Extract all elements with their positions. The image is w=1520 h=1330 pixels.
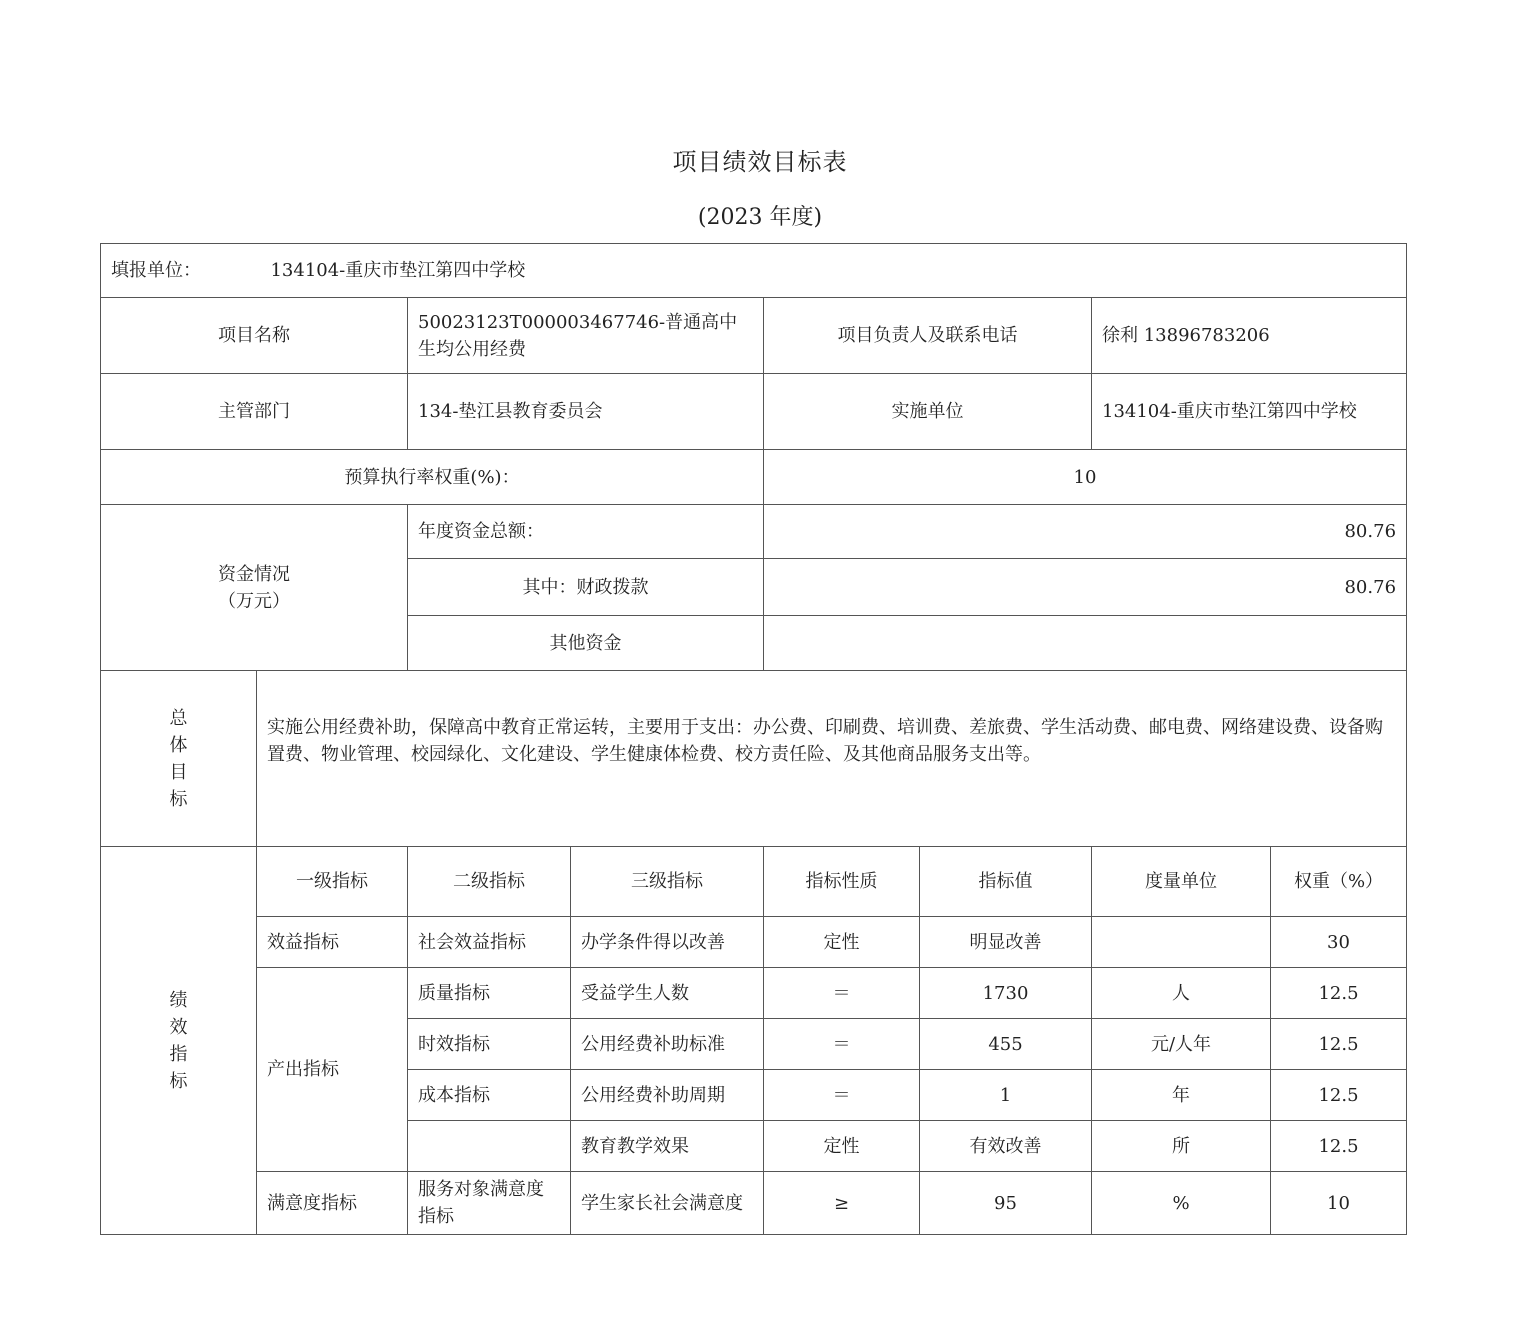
indicators-label-char: 指	[169, 1043, 188, 1065]
funds-fiscal-label: 其中：财政拨款	[408, 559, 764, 616]
unit-cell	[1092, 917, 1271, 968]
level3-cell: 受益学生人数	[571, 968, 764, 1019]
level3-cell: 公用经费补助标准	[571, 1019, 764, 1070]
level3-cell: 办学条件得以改善	[571, 917, 764, 968]
value-cell: 1	[920, 1070, 1092, 1121]
unit-cell: 所	[1092, 1121, 1271, 1172]
indicators-label-char: 绩	[169, 989, 188, 1011]
header-level2: 二级指标	[408, 847, 571, 917]
weight-cell: 10	[1271, 1172, 1407, 1235]
report-unit-row	[101, 244, 1407, 298]
header-nature: 指标性质	[764, 847, 920, 917]
goal-label-char: 标	[169, 788, 188, 810]
goal-label-char: 总	[169, 707, 188, 729]
budget-rate-label: 预算执行率权重(%)：	[101, 450, 764, 505]
funds-other-label: 其他资金	[408, 616, 764, 671]
report-unit-value: 134104-重庆市垫江第四中学校	[270, 260, 526, 281]
level2-cell	[408, 1121, 571, 1172]
level2-cell: 服务对象满意度指标	[408, 1172, 571, 1235]
table-row	[101, 917, 1407, 968]
project-name-value: 50023123T000003467746-普通高中生均公用经费	[408, 298, 764, 374]
page-subtitle: (2023 年度)	[697, 205, 823, 230]
value-cell: 1730	[920, 968, 1092, 1019]
level3-cell: 教育教学效果	[571, 1121, 764, 1172]
goal-label-char: 目	[169, 761, 188, 783]
header-value: 指标值	[920, 847, 1092, 917]
weight-cell: 30	[1271, 917, 1407, 968]
funds-total-value: 80.76	[764, 505, 1407, 559]
nature-cell: 定性	[764, 1121, 920, 1172]
project-name-label: 项目名称	[101, 298, 408, 374]
header-level3: 三级指标	[571, 847, 764, 917]
level3-cell: 公用经费补助周期	[571, 1070, 764, 1121]
funds-unit: （万元）	[218, 590, 290, 612]
overall-goal-text: 实施公用经费补助，保障高中教育正常运转，主要用于支出：办公费、印刷费、培训费、差旅费、学生活动费、邮电费、网络建设费、设备购置费、物业管理、校园绿化、文化建设、学生健康体检费、校方责任险、及其他商品服务支出等。	[257, 671, 1407, 847]
weight-cell: 12.5	[1271, 1121, 1407, 1172]
unit-cell: %	[1092, 1172, 1271, 1235]
value-cell: 455	[920, 1019, 1092, 1070]
header-weight: 权重（%）	[1271, 847, 1407, 917]
unit-cell: 元/人年	[1092, 1019, 1271, 1070]
unit-cell: 年	[1092, 1070, 1271, 1121]
performance-goal-table	[100, 243, 1407, 1235]
report-unit-cell	[101, 244, 1407, 298]
indicator-header-row	[101, 847, 1407, 917]
weight-cell: 12.5	[1271, 968, 1407, 1019]
funds-other-value	[764, 616, 1407, 671]
indicators-label-char: 标	[169, 1070, 188, 1092]
funds-total-row	[101, 505, 1407, 559]
level1-benefit: 效益指标	[257, 917, 408, 968]
nature-cell: ＝	[764, 1019, 920, 1070]
level1-output: 产出指标	[257, 968, 408, 1172]
project-owner-value: 徐利 13896783206	[1092, 298, 1407, 374]
level2-cell: 社会效益指标	[408, 917, 571, 968]
weight-cell: 12.5	[1271, 1070, 1407, 1121]
overall-goal-row	[101, 671, 1407, 847]
level3-cell: 学生家长社会满意度	[571, 1172, 764, 1235]
impl-unit-value: 134104-重庆市垫江第四中学校	[1092, 374, 1407, 450]
project-row	[101, 298, 1407, 374]
unit-cell: 人	[1092, 968, 1271, 1019]
dept-row	[101, 374, 1407, 450]
funds-total-label: 年度资金总额：	[408, 505, 764, 559]
funds-fiscal-value: 80.76	[764, 559, 1407, 616]
goal-label-char: 体	[169, 734, 188, 756]
budget-rate-row	[101, 450, 1407, 505]
project-owner-label: 项目负责人及联系电话	[764, 298, 1092, 374]
header-unit: 度量单位	[1092, 847, 1271, 917]
value-cell: 明显改善	[920, 917, 1092, 968]
impl-unit-label: 实施单位	[764, 374, 1092, 450]
overall-goal-label	[101, 671, 257, 847]
dept-value: 134-垫江县教育委员会	[408, 374, 764, 450]
nature-cell: ≥	[764, 1172, 920, 1235]
indicators-label	[101, 847, 257, 1235]
indicators-label-char: 效	[169, 1016, 188, 1038]
level2-cell: 质量指标	[408, 968, 571, 1019]
funds-label-cell	[101, 505, 408, 671]
level1-satisfaction: 满意度指标	[257, 1172, 408, 1235]
value-cell: 95	[920, 1172, 1092, 1235]
nature-cell: ＝	[764, 968, 920, 1019]
value-cell: 有效改善	[920, 1121, 1092, 1172]
funds-label: 资金情况	[218, 563, 290, 585]
budget-rate-value: 10	[764, 450, 1407, 505]
table-row	[101, 968, 1407, 1019]
report-unit-label: 填报单位：	[111, 260, 201, 281]
table-row	[101, 1172, 1407, 1235]
level2-cell: 成本指标	[408, 1070, 571, 1121]
level2-cell: 时效指标	[408, 1019, 571, 1070]
dept-label: 主管部门	[101, 374, 408, 450]
weight-cell: 12.5	[1271, 1019, 1407, 1070]
header-level1: 一级指标	[257, 847, 408, 917]
nature-cell: ＝	[764, 1070, 920, 1121]
page-title: 项目绩效目标表	[672, 148, 848, 176]
nature-cell: 定性	[764, 917, 920, 968]
